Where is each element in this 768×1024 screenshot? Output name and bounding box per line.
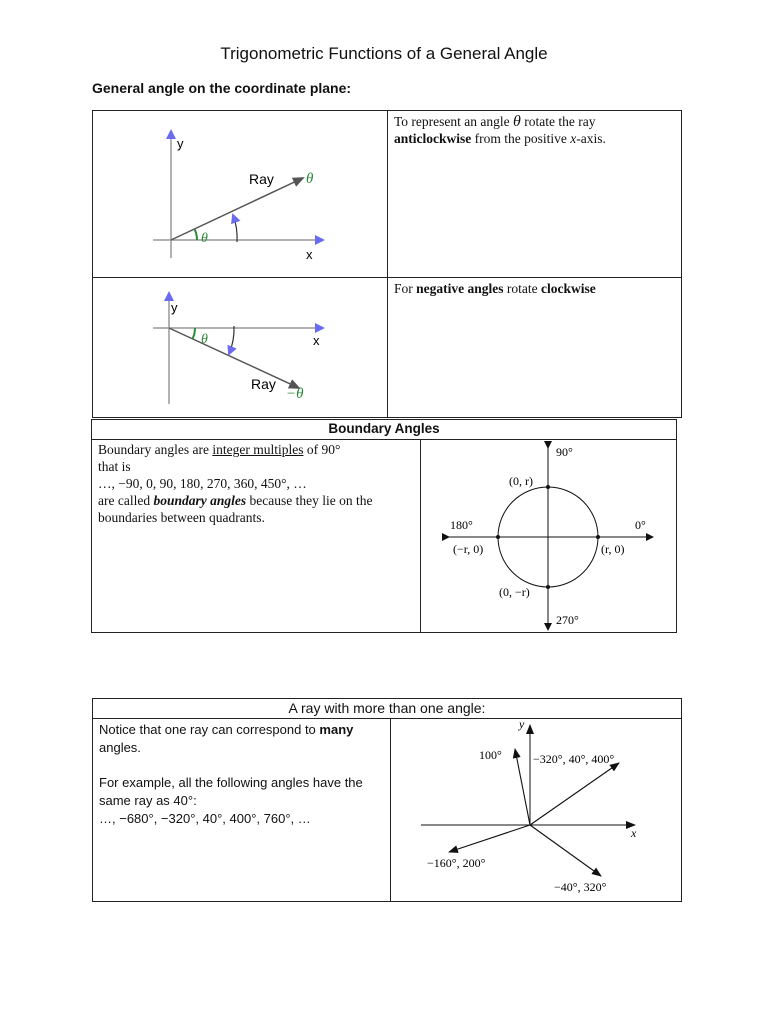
green-angle-arc xyxy=(195,229,198,240)
boundary-line-4 xyxy=(98,492,414,509)
ray-320 xyxy=(530,825,601,876)
boundary-angles-term: boundary angles xyxy=(153,493,247,508)
point-bottom xyxy=(546,585,550,589)
anticlockwise-word: anticlockwise xyxy=(394,131,472,146)
clockwise-word: clockwise xyxy=(541,281,596,296)
coterminal-p3: …, −680°, −320°, 40°, 400°, 760°, … xyxy=(99,811,311,826)
label-pt-right: (r, 0) xyxy=(601,542,625,556)
ray-label: Ray xyxy=(249,171,274,187)
label-320: −40°, 320° xyxy=(554,880,607,894)
point-top xyxy=(546,485,550,489)
ray-label: Ray xyxy=(251,376,276,392)
neg-text-b: rotate xyxy=(506,281,538,296)
arc-theta-label: θ xyxy=(201,231,208,246)
pos-text-d: -axis. xyxy=(576,131,606,146)
y-label: y xyxy=(519,719,525,731)
coterminal-p2: For example, all the following angles have the same ray as 40°: xyxy=(99,775,363,808)
line4-a: are called xyxy=(98,493,151,508)
label-270: 270° xyxy=(556,613,579,627)
label-90: 90° xyxy=(556,445,573,459)
line4-c: because they lie on the xyxy=(249,493,373,508)
boundary-line-5: boundaries between quadrants. xyxy=(98,510,265,525)
positive-angle-explanation xyxy=(388,110,682,150)
ray-200 xyxy=(449,825,530,852)
boundary-line-3: …, −90, 0, 90, 180, 270, 360, 450°, … xyxy=(98,476,307,491)
x-label: x xyxy=(313,333,320,348)
rotation-arrow xyxy=(229,326,234,354)
label-180: 180° xyxy=(450,518,473,532)
coterminal-p1 xyxy=(99,721,384,757)
neg-text-a: For xyxy=(394,281,413,296)
coterminal-figure xyxy=(391,719,681,901)
table-vertical-divider xyxy=(387,110,388,418)
line1-b: of 90° xyxy=(306,442,341,457)
label-200: −160°, 200° xyxy=(427,856,486,870)
x-symbol: x xyxy=(570,131,577,146)
label-pt-bottom: (0, −r) xyxy=(499,585,530,599)
p1-a: Notice that one ray can correspond to xyxy=(99,722,316,737)
point-right xyxy=(596,535,600,539)
label-100: 100° xyxy=(479,748,502,762)
page-title: Trigonometric Functions of a General Angle xyxy=(220,44,548,63)
ray-100 xyxy=(515,749,530,825)
negative-angle-explanation xyxy=(388,277,682,300)
pos-text-c: from the positive xyxy=(474,131,567,146)
green-angle-arc xyxy=(193,328,196,339)
x-label: x xyxy=(306,247,313,262)
positive-angle-figure xyxy=(93,111,387,277)
label-pt-top: (0, r) xyxy=(509,474,533,488)
arc-theta-label: θ xyxy=(201,332,208,347)
label-0: 0° xyxy=(635,518,646,532)
many-word: many xyxy=(319,722,354,737)
boundary-circle-figure xyxy=(421,440,677,632)
y-label: y xyxy=(177,136,184,151)
label-40: −320°, 40°, 400° xyxy=(533,752,615,766)
p1-c: angles. xyxy=(99,740,141,755)
negative-angles-word: negative angles xyxy=(416,281,504,296)
pos-text-b: rotate the ray xyxy=(524,114,596,129)
point-left xyxy=(496,535,500,539)
rotation-arrow xyxy=(233,215,237,242)
pos-text-a: To represent an angle xyxy=(394,114,510,129)
integer-multiples: integer multiples xyxy=(212,442,304,457)
y-label: y xyxy=(171,300,178,315)
x-label: x xyxy=(631,826,637,840)
boundary-angles-heading: Boundary Angles xyxy=(328,421,440,436)
boundary-angles-text xyxy=(92,439,420,528)
negative-angle-figure xyxy=(93,278,387,416)
theta-symbol: θ xyxy=(513,113,521,130)
ray-40 xyxy=(530,763,619,825)
line1-a: Boundary angles are xyxy=(98,442,209,457)
boundary-line-2: that is xyxy=(98,459,131,474)
neg-theta-label: −θ xyxy=(286,386,304,402)
theta-label: θ xyxy=(306,171,314,187)
coterminal-heading: A ray with more than one angle: xyxy=(288,700,486,716)
section-subhead: General angle on the coordinate plane: xyxy=(92,80,352,96)
label-pt-left: (−r, 0) xyxy=(453,542,484,556)
boundary-line-1 xyxy=(98,441,414,458)
coterminal-text xyxy=(93,719,390,830)
